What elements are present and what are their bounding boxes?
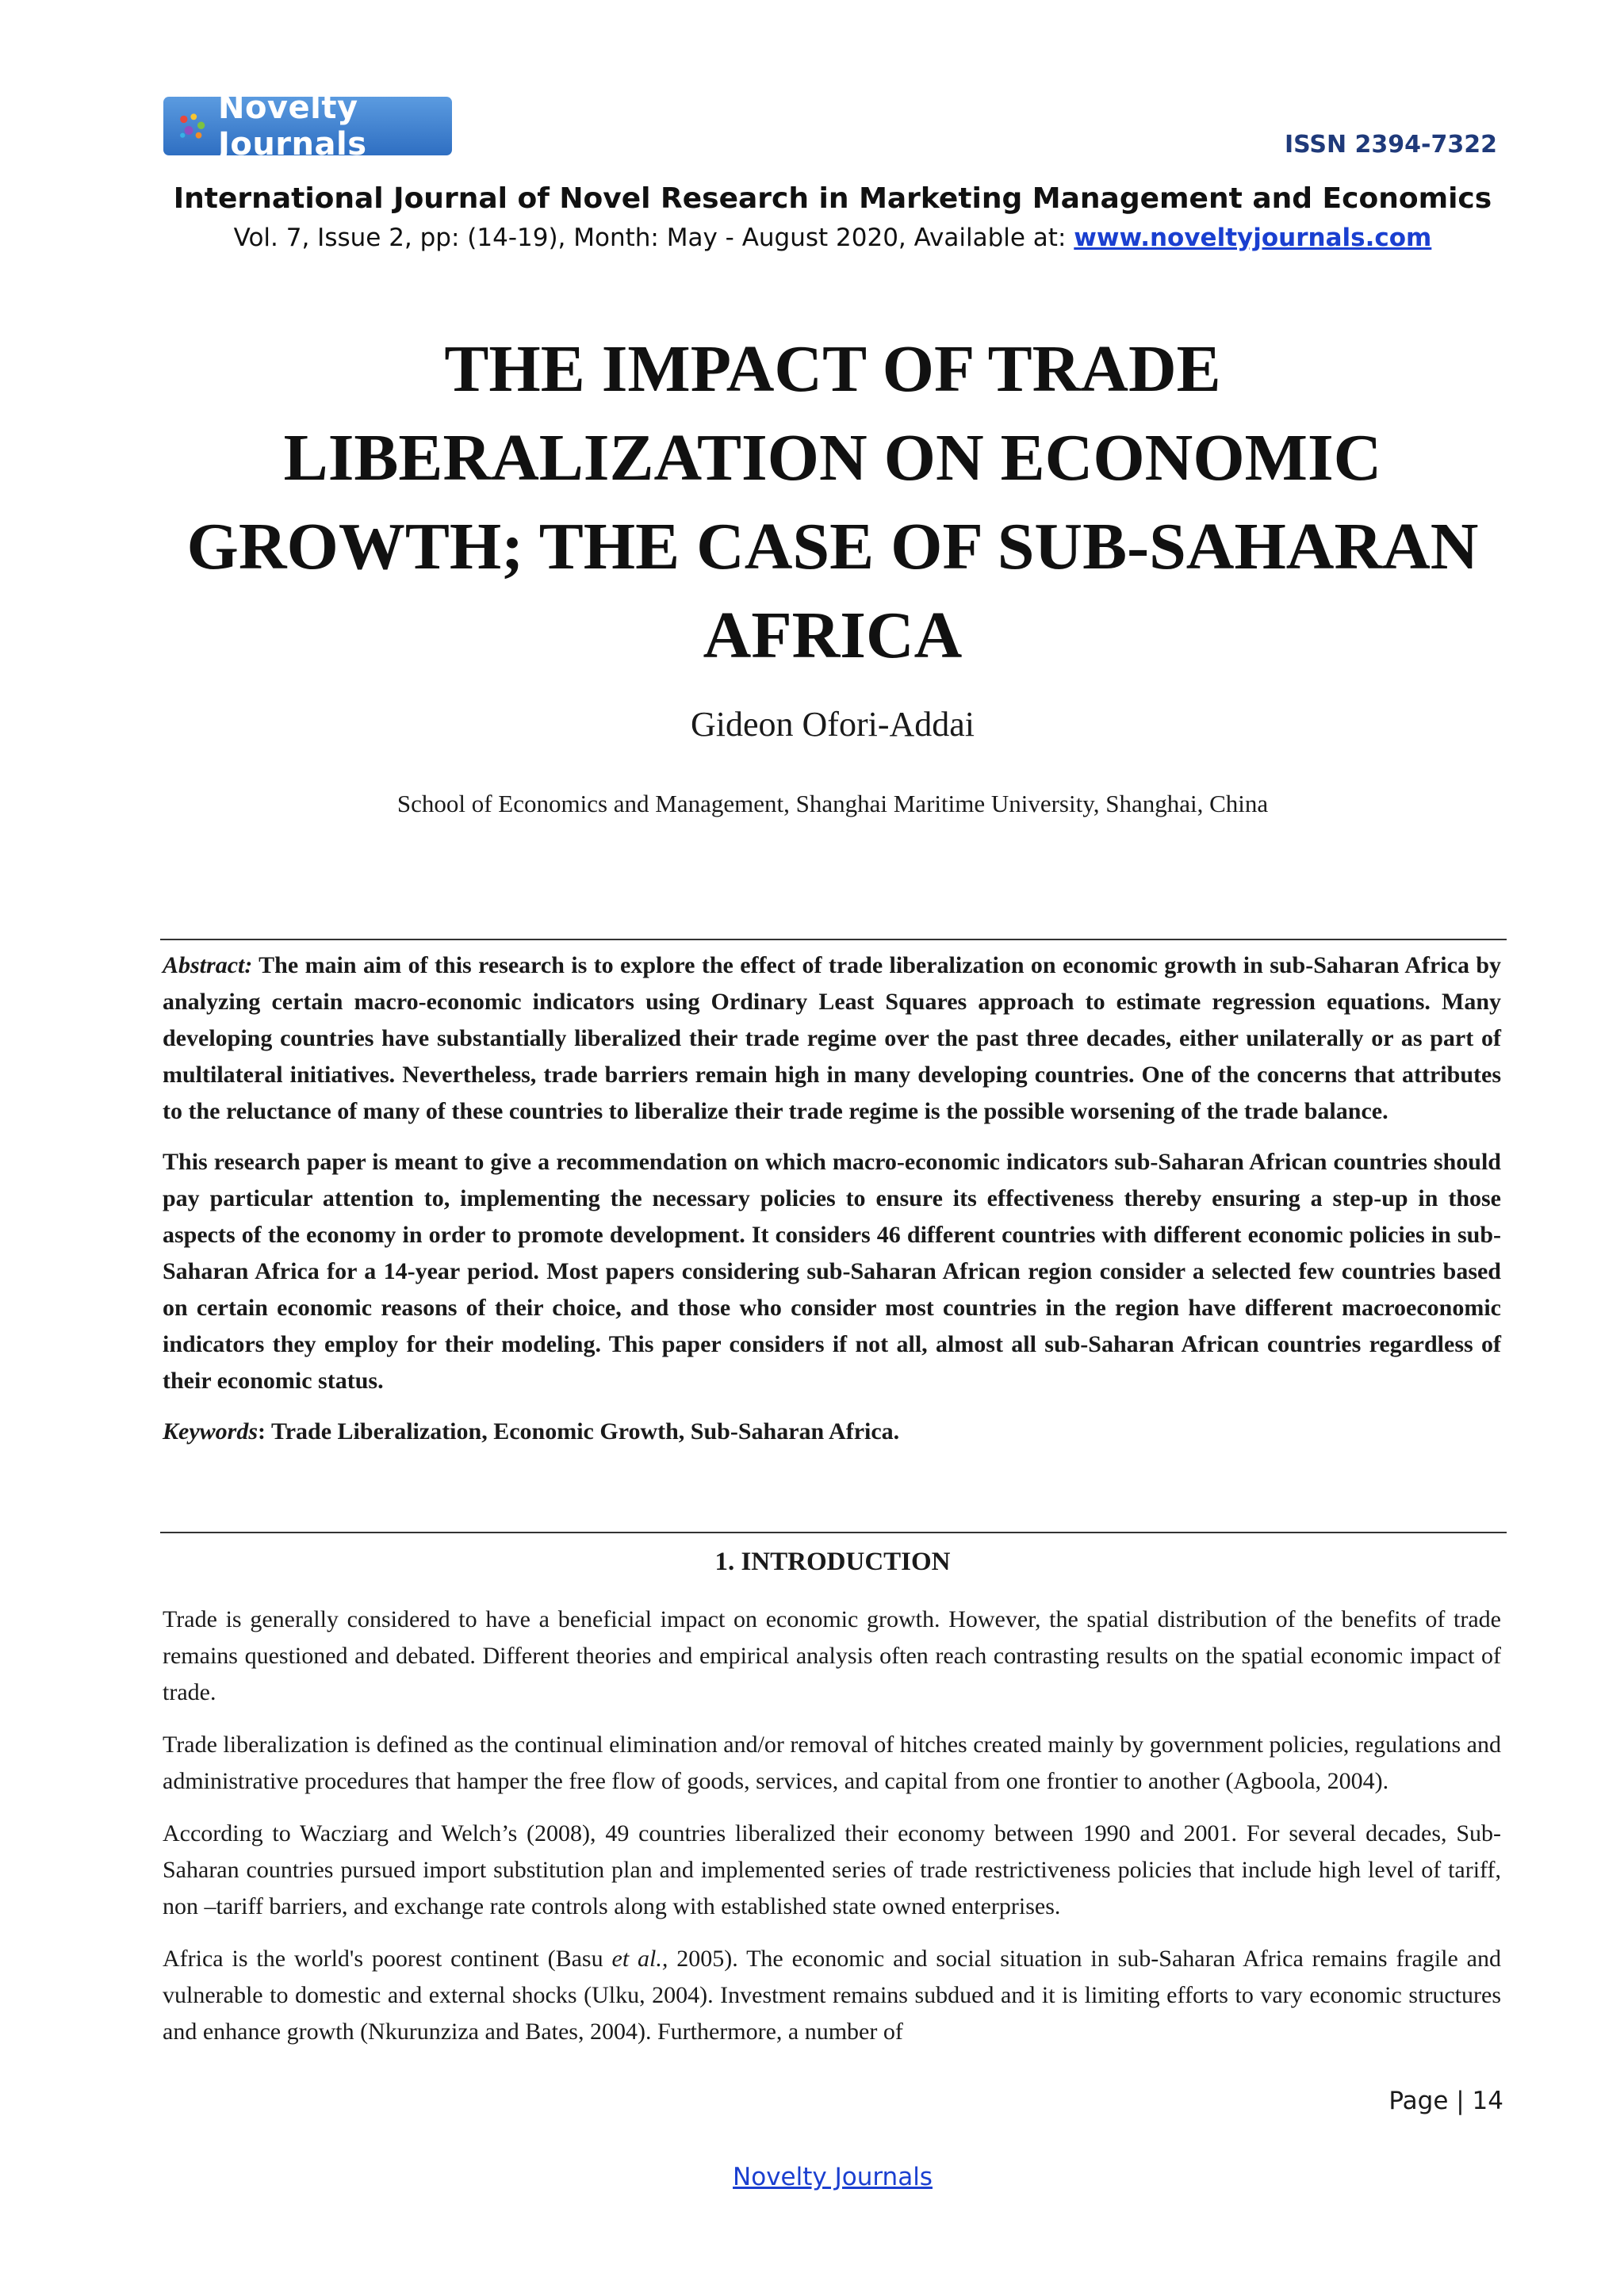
introduction-body	[163, 1601, 1501, 2066]
abstract-text: The main aim of this research is to explore the effect of trade liberalization on economic growth in sub-Saharan Africa by analyzing certain macro-economic indicators using Ordinary Least Squares approach to estimate regression equations. Many developing countries have substantially liberalized their trade regime over the past three decades, either unilaterally or as part of multilateral initiatives. Nevertheless, trade barriers remain high in many developing countries. One of the concerns that attributes to the reluctance of many of these countries to liberalize their trade regime is the possible worsening of the trade balance.	[163, 952, 1501, 1124]
body-paragraph: Trade is generally considered to have a beneficial impact on economic growth. However, the spatial distribution of the benefits of trade remains questioned and debated. Different theories and empirical analysis often reach contrasting results on the spatial economic impact of trade.	[163, 1606, 1501, 1705]
author-affiliation: School of Economics and Management, Shanghai Maritime University, Shanghai, China	[396, 790, 1269, 817]
publisher-logo	[163, 90, 452, 163]
abstract-bottom-rule	[160, 1532, 1507, 1533]
footer	[0, 2163, 1624, 2191]
keywords-label: Keywords	[163, 1418, 258, 1445]
journal-title: International Journal of Novel Research in Marketing Management and Economics	[173, 182, 1492, 215]
article-title: THE IMPACT OF TRADE LIBERALIZATION ON ECONOMIC GROWTH; THE CASE OF SUB-SAHARAN AFRICA	[186, 332, 1479, 672]
text-run: 2005). The economic and social situation in sub-Saharan Africa remains fragile and vulnerable to domestic and external shocks (Ulku, 2004). Investment remains subdued and it is limiting efforts to vary economic structures and enhance growth (Nkurunziza and Bates, 2004). Furthermore, a number of	[163, 1946, 1501, 2045]
abstract-paragraph	[163, 947, 1501, 1130]
issue-details: Vol. 7, Issue 2, pp: (14-19), Month: May - August 2020, Available at:	[233, 224, 1074, 252]
journal-website-link[interactable]: www.noveltyjournals.com	[1074, 224, 1432, 252]
issn: ISSN 2394-7322	[1284, 131, 1497, 159]
body-paragraph	[163, 1941, 1501, 2050]
text-run-italic: et al.,	[611, 1946, 668, 1972]
section-heading: 1. INTRODUCTION	[714, 1548, 951, 1576]
abstract	[163, 947, 1501, 1464]
publisher-footer-link[interactable]: Novelty Journals	[733, 2163, 933, 2191]
text-run: Africa is the world's poorest continent (Basu	[163, 1946, 612, 1972]
journal-issue-info	[0, 224, 1624, 252]
keywords-text: : Trade Liberalization, Economic Growth, Sub-Saharan Africa.	[258, 1418, 900, 1445]
page-number: Page | 14	[1388, 2087, 1503, 2115]
abstract-top-rule	[160, 939, 1507, 940]
author-name: Gideon Ofori-Addai	[690, 705, 975, 744]
abstract-label: Abstract:	[163, 952, 253, 978]
logo-text: Novelty Journals	[217, 90, 367, 163]
keywords	[163, 1414, 1501, 1450]
molecule-icon	[178, 108, 209, 144]
body-paragraph: According to Wacziarg and Welch’s (2008), 49 countries liberalized their economy between 1990 and 2001. For several decades, Sub-Saharan countries pursued import substitution plan and implemented series of trade restrictiveness policies that include high level of tariff, non –tariff barriers, and exchange rate controls along with established state owned enterprises.	[163, 1820, 1501, 1919]
body-paragraph: Trade liberalization is defined as the continual elimination and/or removal of hitches created mainly by government policies, regulations and administrative procedures that hamper the free flow of goods, services, and capital from one frontier to another (Agboola, 2004).	[163, 1732, 1501, 1794]
abstract-paragraph: This research paper is meant to give a recommendation on which macro-economic indicators sub-Saharan African countries should pay particular attention to, implementing the necessary policies to ensure its effectiveness thereby ensuring a step-up in those aspects of the economy in order to promote development. It considers 46 different countries with different economic policies in sub-Saharan Africa for a 14-year period. Most papers considering sub-Saharan African region consider a selected few countries based on certain economic reasons of their choice, and those who consider most countries in the region have different macroeconomic indicators they employ for their modeling. This paper considers if not all, almost all sub-Saharan African countries regardless of their economic status.	[163, 1149, 1501, 1394]
